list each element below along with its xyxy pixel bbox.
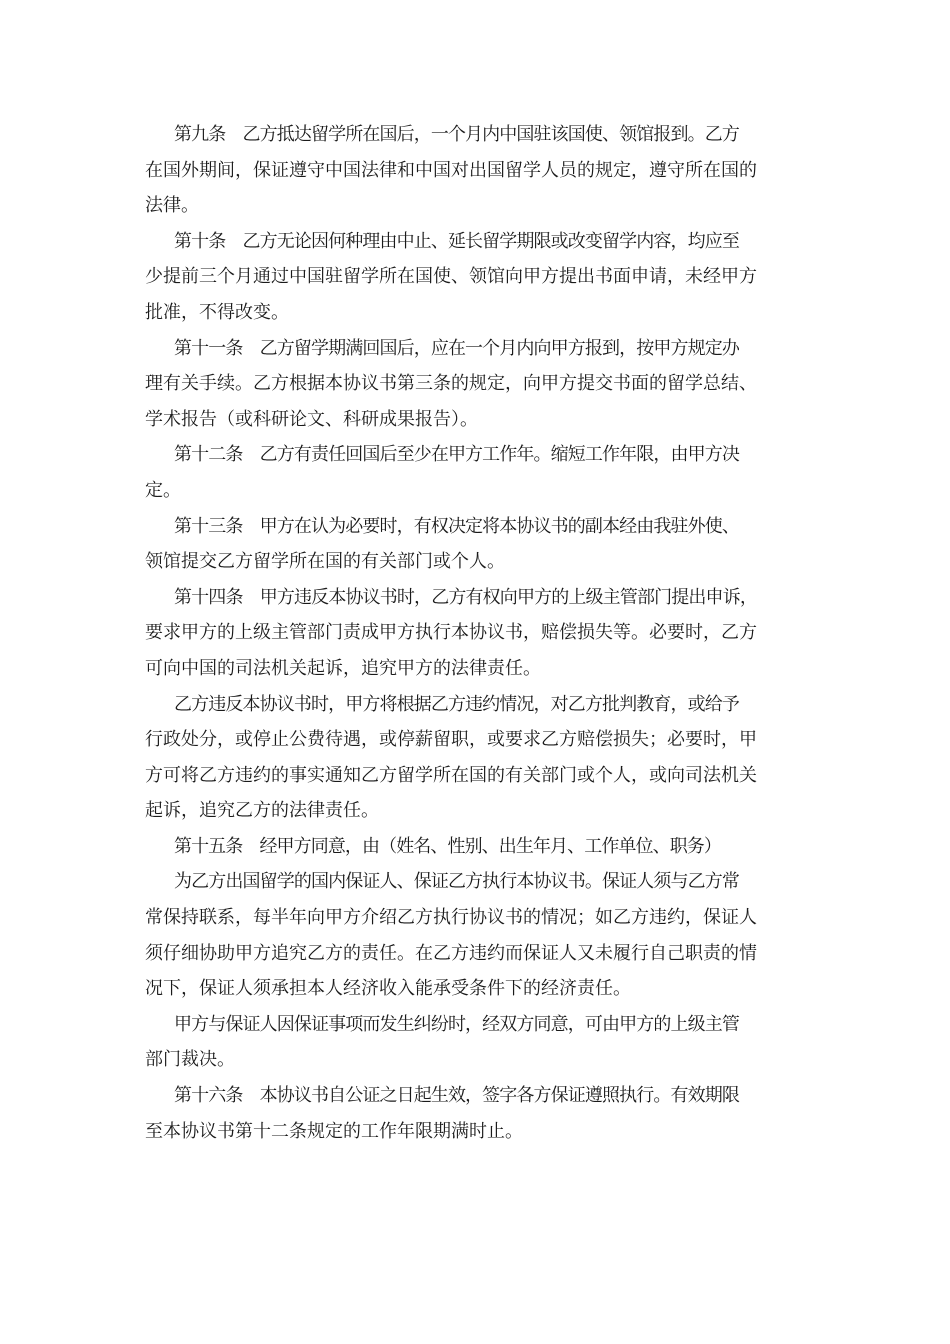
text-line: 况下，保证人须承担本人经济收入能承受条件下的经济责任。: [145, 978, 631, 1000]
text-line: 方可将乙方违约的事实通知乙方留学所在国的有关部门或个人，或向司法机关: [145, 764, 757, 786]
text-line: 法律。: [145, 195, 199, 217]
text-line: 第九条 乙方抵达留学所在国后，一个月内中国驻该国使、领馆报到。乙方: [174, 124, 739, 145]
text-line: 第十一条 乙方留学期满回国后，应在一个月内向甲方报到，按甲方规定办: [174, 337, 739, 359]
text-line: 定。: [145, 479, 181, 501]
text-line: 乙方违反本协议书时，甲方将根据乙方违约情况，对乙方批判教育，或给予: [174, 693, 739, 715]
text-line: 须仔细协助甲方追究乙方的责任。在乙方违约而保证人又未履行自己职责的情: [145, 942, 757, 964]
text-line: 可向中国的司法机关起诉，追究甲方的法律责任。: [145, 657, 541, 679]
text-line: 要求甲方的上级主管部门责成甲方执行本协议书，赔偿损失等。必要时，乙方: [145, 622, 757, 644]
paragraph: [145, 1007, 807, 1078]
paragraph: [145, 224, 807, 331]
paragraph: [145, 580, 807, 687]
text-line: 起诉，追究乙方的法律责任。: [145, 800, 379, 822]
paragraph: [145, 331, 807, 438]
text-line: 学术报告（或科研论文、科研成果报告）。: [145, 408, 478, 430]
paragraph: [145, 117, 807, 224]
text-line: 部门裁决。: [145, 1049, 235, 1071]
text-line: 少提前三个月通过中国驻留学所在国使、领馆向甲方提出书面申请，未经甲方: [145, 266, 757, 288]
text-line: 第十六条 本协议书自公证之日起生效，签字各方保证遵照执行。有效期限: [174, 1085, 739, 1107]
text-line: 批准，不得改变。: [145, 301, 289, 323]
text-line: 理有关手续。乙方根据本协议书第三条的规定，向甲方提交书面的留学总结、: [145, 373, 757, 395]
paragraph: [145, 1078, 807, 1149]
text-line: 第十四条 甲方违反本协议书时，乙方有权向甲方的上级主管部门提出申诉，: [174, 586, 757, 608]
text-line: 为乙方出国留学的国内保证人、保证乙方执行本协议书。保证人须与乙方常: [174, 871, 739, 893]
text-line: 甲方与保证人因保证事项而发生纠纷时，经双方同意，可由甲方的上级主管: [174, 1013, 739, 1035]
paragraph: [145, 509, 807, 580]
text-line: 在国外期间，保证遵守中国法律和中国对出国留学人员的规定，遵守所在国的: [145, 159, 757, 181]
paragraph: [145, 829, 807, 865]
text-line: 领馆提交乙方留学所在国的有关部门或个人。: [145, 551, 505, 573]
document-body: [145, 117, 807, 1149]
text-line: 第十三条 甲方在认为必要时，有权决定将本协议书的副本经由我驻外使、: [174, 515, 739, 537]
text-line: 行政处分，或停止公费待遇，或停薪留职，或要求乙方赔偿损失；必要时，甲: [145, 729, 757, 751]
text-line: 第十五条 经甲方同意，由（姓名、性别、出生年月、工作单位、职务）: [174, 835, 721, 857]
text-line: 至本协议书第十二条规定的工作年限期满时止。: [145, 1120, 523, 1142]
text-line: 第十二条 乙方有责任回国后至少在甲方工作年。缩短工作年限，由甲方决: [174, 444, 739, 466]
paragraph: [145, 687, 807, 829]
paragraph: [145, 864, 807, 1006]
paragraph: [145, 437, 807, 508]
text-line: 常保持联系，每半年向甲方介绍乙方执行协议书的情况；如乙方违约，保证人: [145, 907, 757, 929]
text-line: 第十条 乙方无论因何种理由中止、延长留学期限或改变留学内容，均应至: [174, 230, 739, 252]
